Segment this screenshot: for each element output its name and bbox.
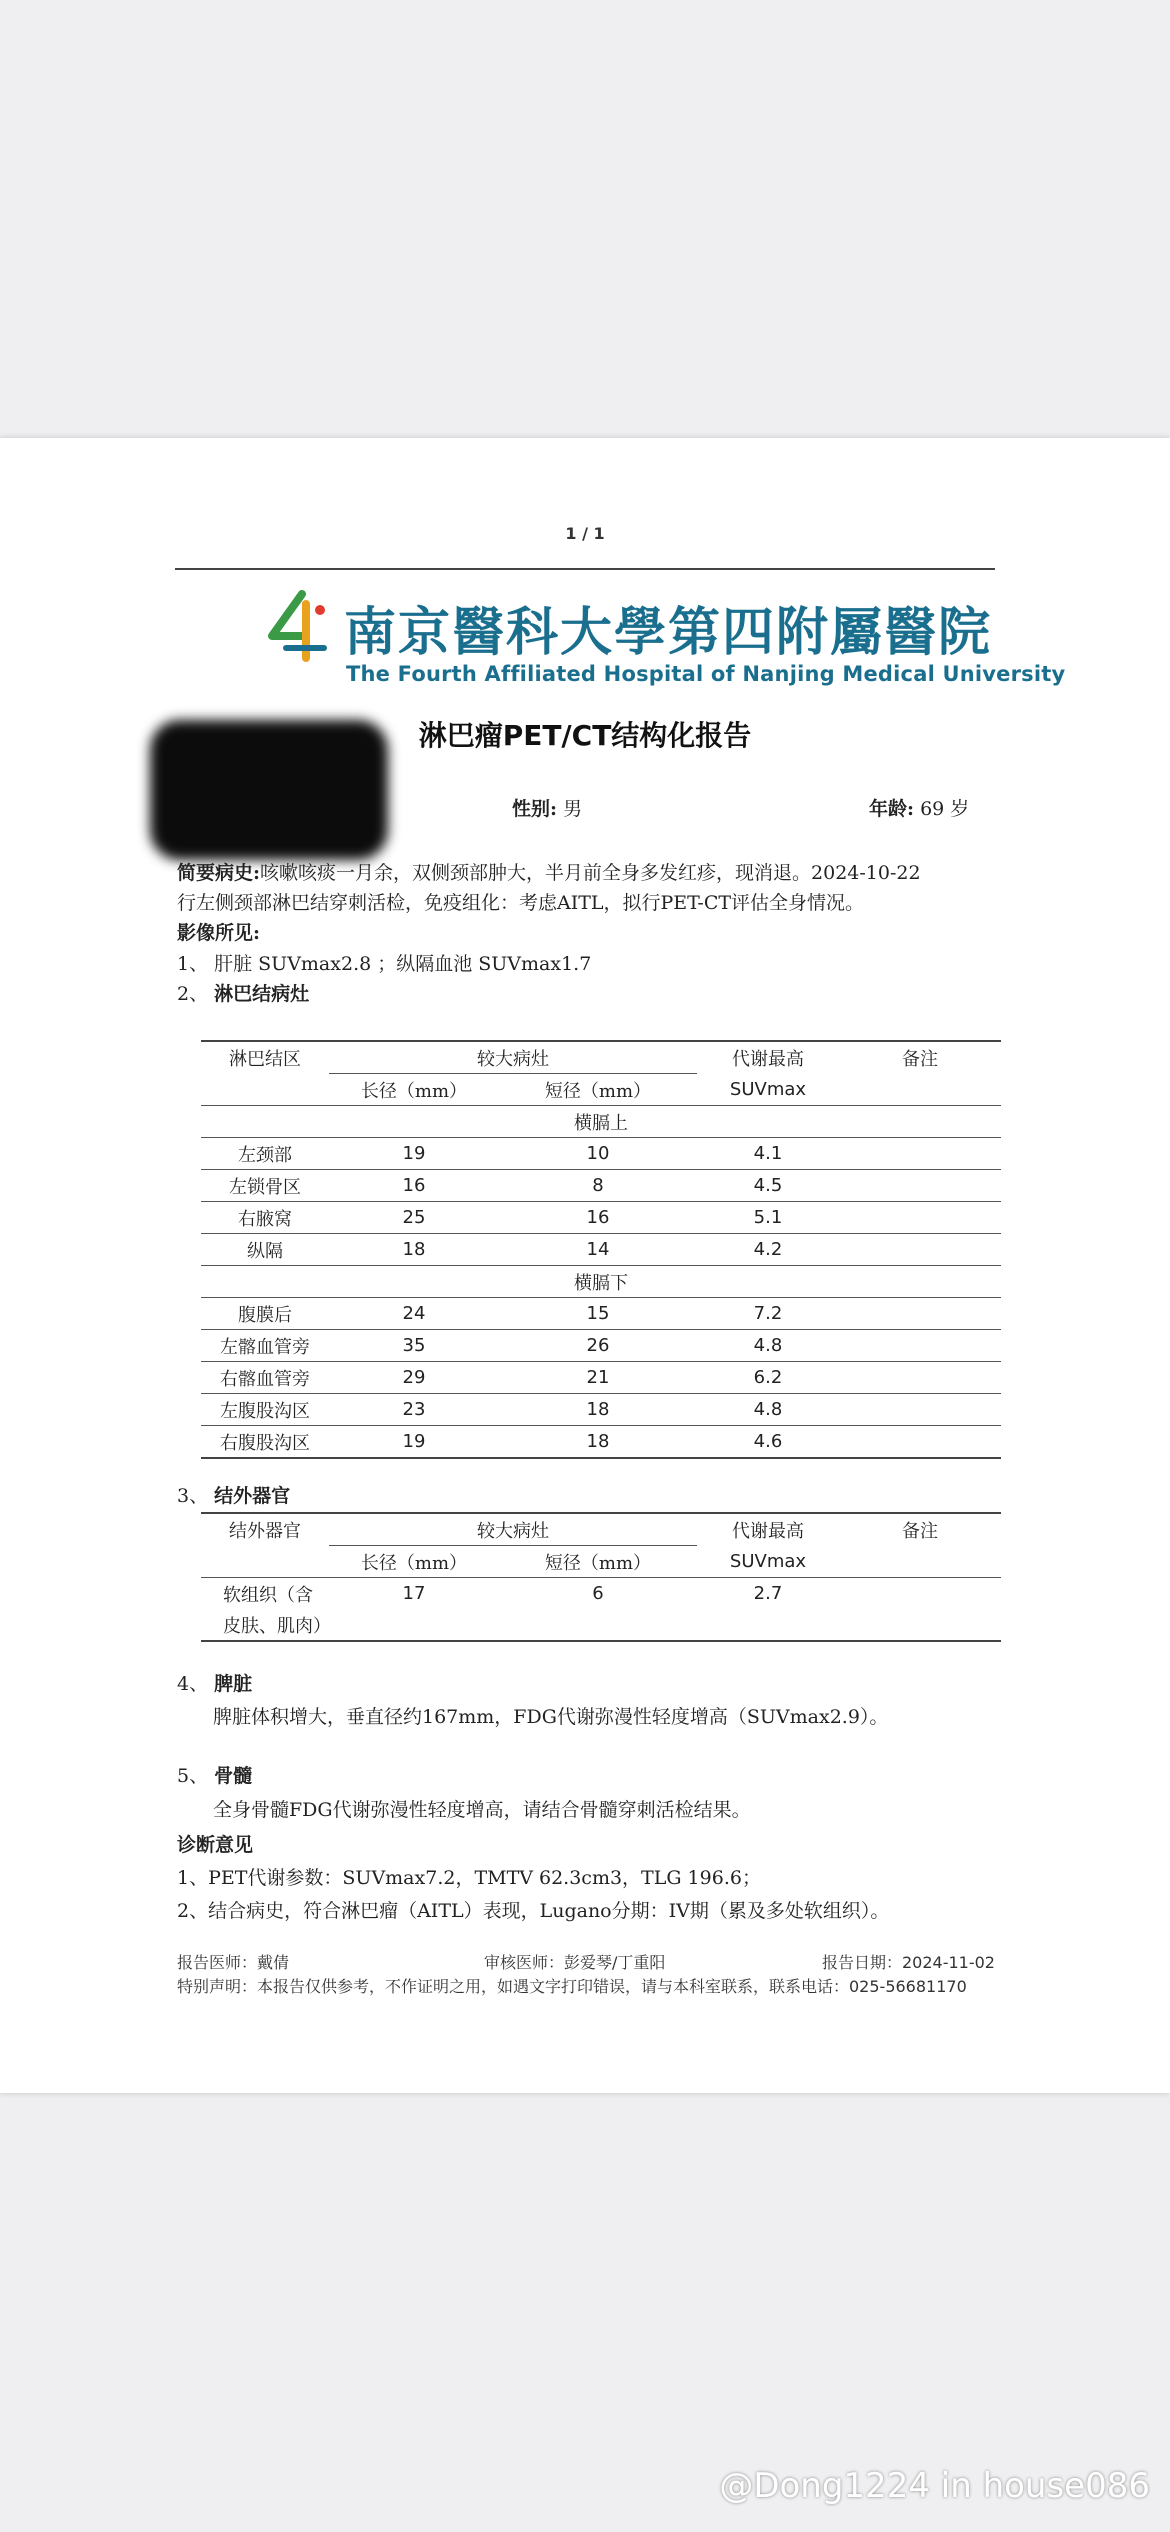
spleen-text: 脾脏体积增大，垂直径约167mm，FDG代谢弥漫性轻度增高（SUVmax2.9）。 [213, 1706, 889, 1728]
finding-item-1: 1、 肝脏 SUVmax2.8 ；纵隔血池 SUVmax1.7 [177, 953, 592, 975]
review-doctor: 审核医师：彭爱琴/丁重阳 [484, 1953, 666, 1972]
header-long: 长径（mm） [329, 1074, 499, 1106]
report-doctor: 报告医师：戴倩 [177, 1953, 290, 1972]
age-value: 69 岁 [920, 798, 970, 820]
table-row: 右髂血管旁 29 21 6.2 [201, 1362, 1001, 1394]
section-above: 横膈上 [201, 1106, 1001, 1138]
report-date: 报告日期：2024-11-02 [822, 1953, 995, 1972]
table-row: 皮肤、肌肉） [201, 1609, 1001, 1641]
table-header-row [201, 1074, 1001, 1106]
hospital-name-cn: 南京醫科大學第四附屬醫院 [344, 602, 993, 663]
history-label: 简要病史: [177, 862, 261, 884]
page-number: 1 / 1 [565, 524, 605, 543]
section-row [201, 1106, 1001, 1138]
report-page [0, 438, 1170, 2093]
table-row: 软组织（含 17 6 2.7 [223, 1583, 783, 1606]
hospital-logo [262, 590, 1066, 690]
header-note: 备注 [839, 1041, 1001, 1074]
table-row: 左锁骨区 16 8 4.5 [201, 1170, 1001, 1202]
marrow-text: 全身骨髓FDG代谢弥漫性轻度增高，请结合骨髓穿刺活检结果。 [213, 1799, 751, 1821]
header-lesion: 较大病灶 [329, 1041, 697, 1074]
diagnosis-line-2: 2、结合病史，符合淋巴瘤（AITL）表现，Lugano分期：IV期（累及多处软组织）。 [177, 1900, 890, 1922]
header-short: 短径（mm） [499, 1074, 697, 1106]
table-row: 右腋窝 25 16 5.1 [201, 1202, 1001, 1234]
header-region: 淋巴结区 [201, 1041, 329, 1074]
history-line-1: 简要病史:咳嗽咳痰一月余，双侧颈部肿大，半月前全身多发红疹，现消退。2024-10-22 [177, 862, 921, 884]
header-suv: 代谢最高 [697, 1041, 839, 1074]
section-3-heading: 3、 结外器官 [177, 1485, 291, 1507]
hospital-emblem-icon [262, 590, 332, 662]
hospital-name-en: The Fourth Affiliated Hospital of Nanjing Medical University [346, 662, 1066, 686]
table-header-row [201, 1041, 1001, 1074]
diagnosis-line-1: 1、PET代谢参数：SUVmax7.2，TMTV 62.3cm3，TLG 196.6； [177, 1867, 761, 1889]
history-line-2: 行左侧颈部淋巴结穿刺活检，免疫组化：考虑AITL，拟行PET-CT评估全身情况。 [177, 892, 865, 914]
finding-item-2: 2、 淋巴结病灶 [177, 983, 310, 1005]
gender-value: 男 [563, 798, 583, 820]
watermark: @Dong1224 in house086 [719, 2466, 1150, 2506]
section-5-heading: 5、 骨髓 [177, 1765, 253, 1787]
table-row: 右腹股沟区 19 18 4.6 [201, 1426, 1001, 1459]
patient-age [869, 794, 969, 825]
table-row: 左颈部 19 10 4.1 [201, 1138, 1001, 1170]
table-header-row: 长径（mm） 短径（mm） SUVmax [201, 1546, 1001, 1578]
lymph-node-table [201, 1040, 1001, 1459]
table-header-row: 结外器官 较大病灶 代谢最高 备注 [201, 1513, 1001, 1546]
section-4-heading: 4、 脾脏 [177, 1673, 253, 1695]
table-row: 腹膜后 24 15 7.2 [201, 1298, 1001, 1330]
diagnosis-label: 诊断意见 [177, 1834, 254, 1856]
report-title: 淋巴瘤PET/CT结构化报告 [418, 719, 752, 752]
table-row: 纵隔 18 14 4.2 [201, 1234, 1001, 1266]
section-row [201, 1266, 1001, 1298]
table-row: 左髂血管旁 35 26 4.8 [201, 1330, 1001, 1362]
patient-gender [512, 794, 582, 825]
header-rule [175, 568, 995, 570]
findings-label: 影像所见: [177, 922, 261, 944]
disclaimer: 特别声明：本报告仅供参考，不作证明之用，如遇文字打印错误，请与本科室联系，联系电话：025-56681170 [177, 1977, 967, 1996]
redaction-blur [150, 720, 388, 860]
extranodal-table [201, 1512, 1001, 1642]
section-below: 横膈下 [201, 1266, 1001, 1298]
header-suvmax: SUVmax [697, 1074, 839, 1106]
table-row: 左腹股沟区 23 18 4.8 [201, 1394, 1001, 1426]
age-label: 年龄: [869, 798, 915, 820]
gender-label: 性别: [512, 798, 558, 820]
